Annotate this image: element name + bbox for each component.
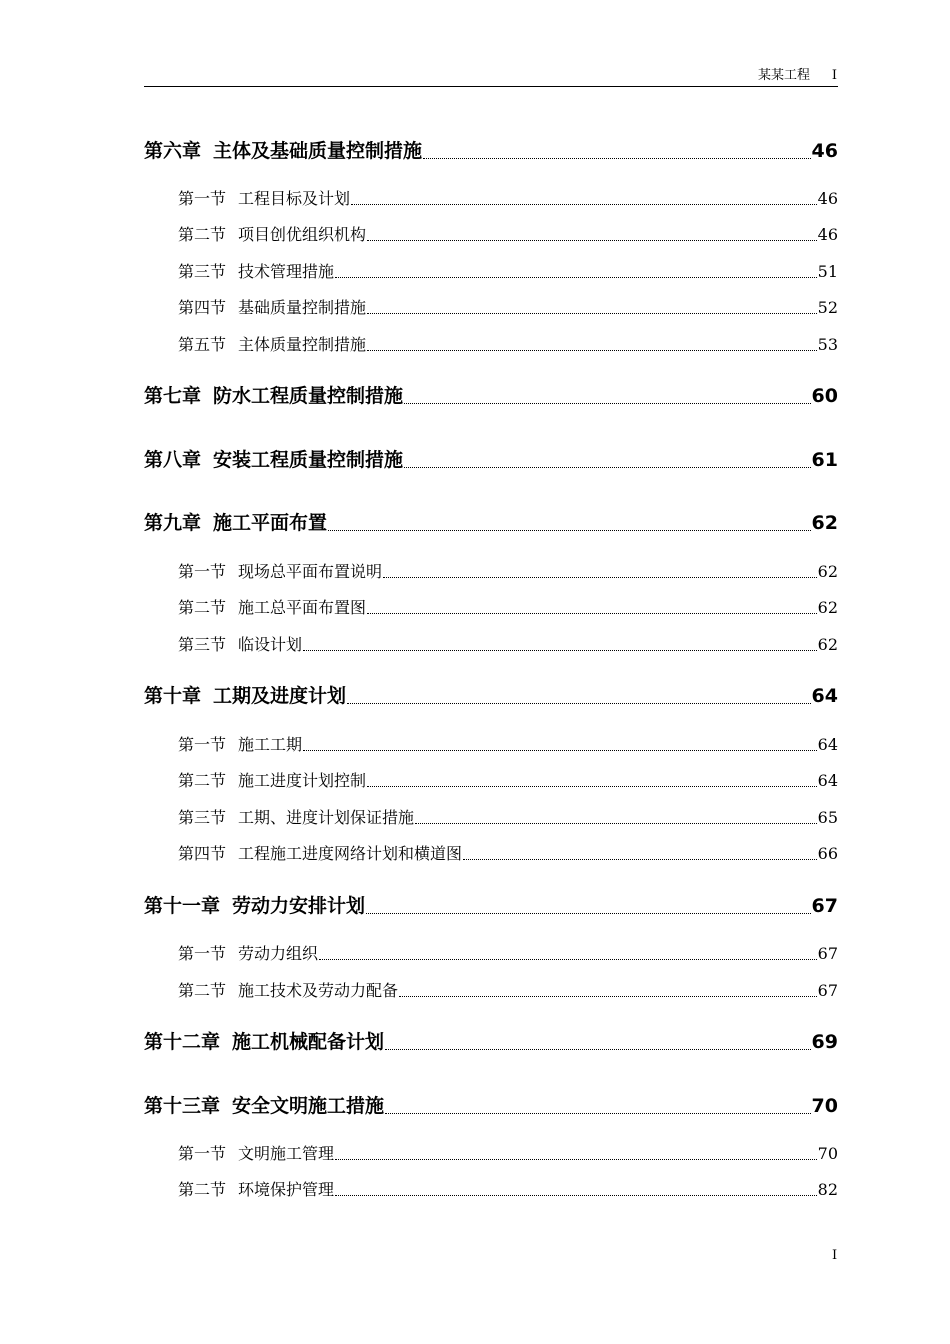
toc-entry-page: 62 xyxy=(811,512,838,534)
toc-entry-page: 67 xyxy=(817,944,838,963)
toc-section-entry[interactable] xyxy=(178,297,838,319)
toc-entry-label xyxy=(178,561,382,583)
toc-entry-page: 60 xyxy=(811,385,838,407)
toc-entry-label xyxy=(178,1179,334,1201)
dot-leader xyxy=(367,350,817,351)
toc-chapter-entry[interactable] xyxy=(144,383,838,409)
toc-entry-title: 施工机械配备计划 xyxy=(232,1031,385,1053)
toc-entry-title: 工程施工进度网络计划和横道图 xyxy=(238,844,463,863)
toc-entry-number: 第九章 xyxy=(144,512,202,534)
toc-entry-title: 工程目标及计划 xyxy=(238,189,351,208)
toc-section-entry[interactable] xyxy=(178,770,838,792)
toc-entry-label xyxy=(178,224,366,246)
toc-entry-page: 51 xyxy=(817,262,838,281)
toc-section-entry[interactable] xyxy=(178,597,838,619)
dot-leader xyxy=(404,467,811,468)
dot-leader xyxy=(367,613,817,614)
toc-entry-title: 施工进度计划控制 xyxy=(238,771,367,790)
toc-entry-label xyxy=(144,447,403,473)
toc-entry-page: 62 xyxy=(817,635,838,654)
toc-entry-number: 第一节 xyxy=(178,944,227,963)
toc-entry-label xyxy=(178,1143,334,1165)
toc-entry-label xyxy=(178,334,366,356)
dot-leader xyxy=(347,703,811,704)
toc-section-entry[interactable] xyxy=(178,224,838,246)
toc-entry-number: 第七章 xyxy=(144,385,202,407)
toc-entry-number: 第一节 xyxy=(178,189,227,208)
dot-leader xyxy=(335,1159,817,1160)
toc-entry-number: 第一节 xyxy=(178,1144,227,1163)
toc-chapter-entry[interactable] xyxy=(144,1093,838,1119)
toc-entry-number: 第八章 xyxy=(144,449,202,471)
toc-chapter-entry[interactable] xyxy=(144,1029,838,1055)
toc-entry-number: 第二节 xyxy=(178,1180,227,1199)
header-title: 某某工程 xyxy=(757,68,810,83)
toc-entry-title: 安全文明施工措施 xyxy=(232,1095,385,1117)
dot-leader xyxy=(415,823,817,824)
toc-entry-page: 64 xyxy=(817,735,838,754)
toc-entry-page: 61 xyxy=(811,449,838,471)
toc-entry-number: 第一节 xyxy=(178,562,227,581)
toc-entry-title: 防水工程质量控制措施 xyxy=(213,385,404,407)
toc-chapter-entry[interactable] xyxy=(144,683,838,709)
toc-entry-page: 69 xyxy=(811,1031,838,1053)
dot-leader xyxy=(335,277,817,278)
toc-entry-label xyxy=(178,261,334,283)
dot-leader xyxy=(404,403,811,404)
toc-entry-page: 70 xyxy=(811,1095,838,1117)
toc-entry-page: 62 xyxy=(817,598,838,617)
toc-entry-number: 第二节 xyxy=(178,225,227,244)
toc-entry-title: 环境保护管理 xyxy=(238,1180,335,1199)
toc-entry-label xyxy=(178,770,366,792)
toc-entry-number: 第十二章 xyxy=(144,1031,221,1053)
toc-entry-title: 文明施工管理 xyxy=(238,1144,335,1163)
toc-section-entry[interactable] xyxy=(178,980,838,1002)
toc-section-entry[interactable] xyxy=(178,1143,838,1165)
toc-entry-label xyxy=(178,734,302,756)
toc-entry-number: 第五节 xyxy=(178,335,227,354)
toc-entry-title: 临设计划 xyxy=(238,635,303,654)
dot-leader xyxy=(303,650,817,651)
toc-entry-label xyxy=(178,943,318,965)
toc-entry-page: 46 xyxy=(817,189,838,208)
toc-entry-number: 第三节 xyxy=(178,808,227,827)
toc-entry-page: 70 xyxy=(817,1144,838,1163)
toc-chapter-entry[interactable] xyxy=(144,138,838,164)
toc-entry-page: 52 xyxy=(817,298,838,317)
toc-entry-title: 安装工程质量控制措施 xyxy=(213,449,404,471)
dot-leader xyxy=(367,240,817,241)
toc-entry-number: 第二节 xyxy=(178,981,227,1000)
toc-entry-number: 第四节 xyxy=(178,298,227,317)
toc-entry-title: 劳动力组织 xyxy=(238,944,319,963)
footer-page-number: I xyxy=(832,1248,838,1263)
toc-entry-title: 施工技术及劳动力配备 xyxy=(238,981,399,1000)
toc-section-entry[interactable] xyxy=(178,1179,838,1201)
toc-entry-number: 第二节 xyxy=(178,598,227,617)
toc-entry-label xyxy=(178,597,366,619)
toc-entry-title: 工期、进度计划保证措施 xyxy=(238,808,415,827)
toc-entry-title: 主体及基础质量控制措施 xyxy=(213,140,423,162)
toc-entry-page: 82 xyxy=(817,1180,838,1199)
toc-entry-title: 现场总平面布置说明 xyxy=(238,562,383,581)
dot-leader xyxy=(366,913,811,914)
toc-section-entry[interactable] xyxy=(178,843,838,865)
toc-section-entry[interactable] xyxy=(178,943,838,965)
toc-entry-title: 劳动力安排计划 xyxy=(232,895,366,917)
toc-entry-page: 67 xyxy=(811,895,838,917)
toc-entry-label xyxy=(144,1029,384,1055)
toc-entry-title: 施工工期 xyxy=(238,735,303,754)
toc-entry-page: 46 xyxy=(817,225,838,244)
dot-leader xyxy=(383,577,817,578)
toc-section-entry[interactable] xyxy=(178,561,838,583)
toc-entry-title: 技术管理措施 xyxy=(238,262,335,281)
toc-entry-page: 62 xyxy=(817,562,838,581)
dot-leader xyxy=(385,1113,811,1114)
toc-entry-label xyxy=(178,188,350,210)
toc-entry-page: 65 xyxy=(817,808,838,827)
toc-entry-number: 第三节 xyxy=(178,262,227,281)
dot-leader xyxy=(335,1195,817,1196)
toc-entry-label xyxy=(178,980,398,1002)
toc-section-entry[interactable] xyxy=(178,807,838,829)
dot-leader xyxy=(367,313,817,314)
toc-entry-title: 施工平面布置 xyxy=(213,512,328,534)
dot-leader xyxy=(385,1049,811,1050)
toc-entry-number: 第三节 xyxy=(178,635,227,654)
toc-entry-label xyxy=(144,1093,384,1119)
toc-entry-title: 施工总平面布置图 xyxy=(238,598,367,617)
header-page-number: I xyxy=(831,66,838,87)
toc-entry-label xyxy=(144,893,365,919)
toc-entry-label xyxy=(178,297,366,319)
toc-section-entry[interactable] xyxy=(178,734,838,756)
toc-entry-title: 工期及进度计划 xyxy=(213,685,347,707)
toc-entry-page: 46 xyxy=(811,140,838,162)
toc-entry-page: 53 xyxy=(817,335,838,354)
toc-entry-title: 项目创优组织机构 xyxy=(238,225,367,244)
dot-leader xyxy=(351,204,817,205)
toc-entry-page: 64 xyxy=(817,771,838,790)
toc-section-entry[interactable] xyxy=(178,261,838,283)
toc-chapter-entry[interactable] xyxy=(144,447,838,473)
toc-entry-number: 第十章 xyxy=(144,685,202,707)
dot-leader xyxy=(463,859,817,860)
toc-entry-label xyxy=(178,843,462,865)
page-header xyxy=(144,66,838,87)
toc-entry-page: 66 xyxy=(817,844,838,863)
toc-entry-number: 第一节 xyxy=(178,735,227,754)
dot-leader xyxy=(319,959,817,960)
toc-chapter-entry[interactable] xyxy=(144,510,838,536)
toc-entry-title: 主体质量控制措施 xyxy=(238,335,367,354)
toc-entry-number: 第六章 xyxy=(144,140,202,162)
toc-entry-label xyxy=(144,683,346,709)
toc-entry-page: 64 xyxy=(811,685,838,707)
toc-entry-label xyxy=(144,383,403,409)
toc-entry-label xyxy=(144,510,327,536)
dot-leader xyxy=(328,530,811,531)
toc-entry-number: 第二节 xyxy=(178,771,227,790)
dot-leader xyxy=(367,786,817,787)
toc-entry-title: 基础质量控制措施 xyxy=(238,298,367,317)
toc-entry-number: 第十三章 xyxy=(144,1095,221,1117)
toc-entry-label xyxy=(178,634,302,656)
toc-entry-label xyxy=(178,807,414,829)
toc-chapter-entry[interactable] xyxy=(144,893,838,919)
toc-entry-number: 第四节 xyxy=(178,844,227,863)
dot-leader xyxy=(303,750,817,751)
dot-leader xyxy=(399,996,817,997)
toc-section-entry[interactable] xyxy=(178,188,838,210)
toc-section-entry[interactable] xyxy=(178,334,838,356)
toc-entry-page: 67 xyxy=(817,981,838,1000)
toc-section-entry[interactable] xyxy=(178,634,838,656)
dot-leader xyxy=(423,158,811,159)
toc-entry-number: 第十一章 xyxy=(144,895,221,917)
toc-entry-label xyxy=(144,138,422,164)
